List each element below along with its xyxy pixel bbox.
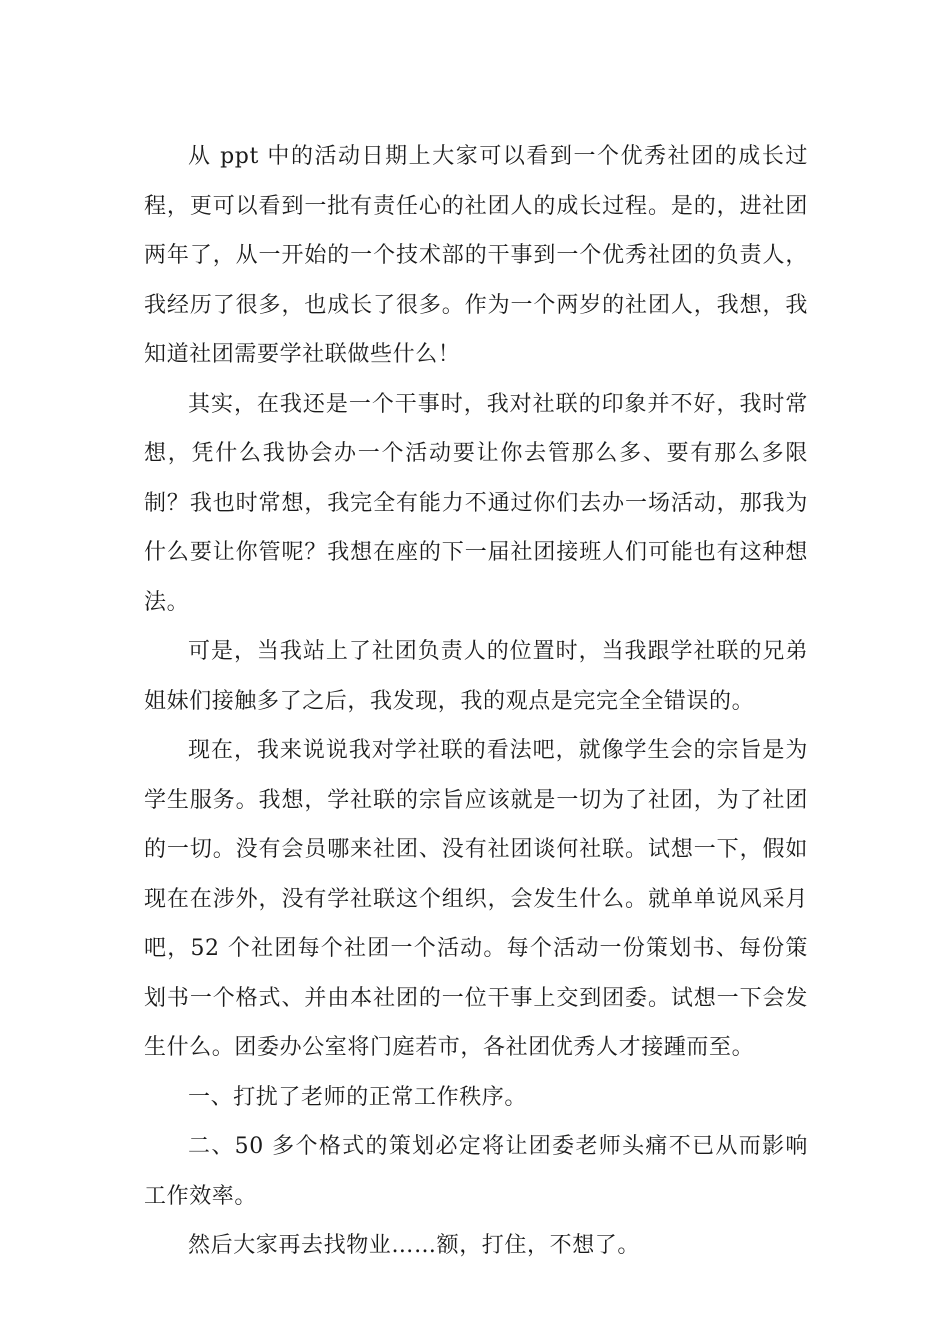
paragraph-4: 现在，我来说说我对学社联的看法吧，就像学生会的宗旨是为学生服务。我想，学社联的宗旨应该就是一切为了社团，为了社团的一切。没有会员哪来社团、没有社团谈何社联。试想一下，假如现在在涉外，没有学社联这个组织，会发生什么。就单单说风采月吧，52 个社团每个社团一个活动。每个活动一份策划书、每份策划书一个格式、并由本社团的一位干事上交到团委。试想一下会发生什么。团委办公室将门庭若市，各社团优秀人才接踵而至。 — [144, 738, 808, 1060]
paragraph-5: 一、打扰了老师的正常工作秩序。 — [188, 1084, 528, 1110]
paragraph-6: 二、50 多个格式的策划必定将让团委老师头痛不已从而影响工作效率。 — [144, 1134, 808, 1209]
paragraph-2: 其实，在我还是一个干事时，我对社联的印象并不好，我时常想，凭什么我协会办一个活动要让你去管那么多、要有那么多限制？我也时常想，我完全有能力不通过你们去办一场活动，那我为什么要让你管呢？我想在座的下一届社团接班人们可能也有这种想法。 — [144, 391, 808, 615]
paragraph-1: 从 ppt 中的活动日期上大家可以看到一个优秀社团的成长过程，更可以看到一批有责任心的社团人的成长过程。是的，进社团两年了，从一开始的一个技术部的干事到一个优秀社团的负责人，我经历了很多，也成长了很多。作为一个两岁的社团人，我想，我知道社团需要学社联做些什么！ — [144, 144, 808, 367]
paragraph-7: 然后大家再去找物业……额，打住，不想了。 — [188, 1233, 641, 1258]
paragraph-3: 可是，当我站上了社团负责人的位置时，当我跟学社联的兄弟姐妹们接触多了之后，我发现，我的观点是完完全全错误的。 — [144, 639, 808, 714]
